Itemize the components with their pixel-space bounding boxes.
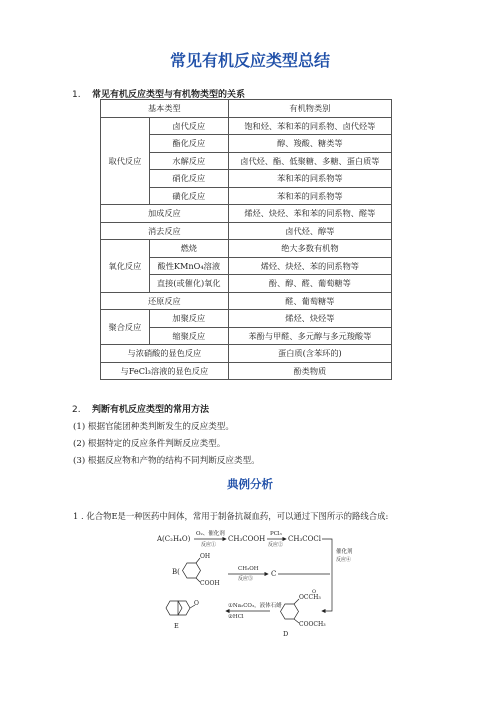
table-cell: 硝化反应: [149, 170, 228, 188]
method-item-2: (2) 根据特定的反应条件判断反应类型。: [73, 439, 226, 449]
reaction-type-table: [100, 99, 392, 380]
d-carbonyl-o: O: [312, 589, 317, 595]
table-cell: 与FeCl₃溶液的显色反应: [101, 362, 229, 380]
table-cell: 燃烧: [149, 240, 228, 258]
section2-heading: [72, 402, 209, 415]
table-row: [101, 362, 392, 380]
b-cooh-group: COOH: [200, 580, 220, 587]
section1-title: 常见有机反应类型与有机物类型的关系: [92, 90, 246, 100]
compound-d: D: [283, 630, 289, 638]
table-cell: 加成反应: [101, 205, 229, 223]
compound-b-label: B(: [172, 568, 180, 576]
step4-conditions: 催化剂: [336, 549, 353, 555]
table-cell: 消去反应: [101, 222, 229, 240]
table-cell: 醇、羧酸、糖类等: [228, 135, 391, 153]
table-cell: 水解反应: [149, 152, 228, 170]
compound-e: E: [174, 622, 179, 630]
method-item-1: (1) 根据官能团种类判断发生的反应类型。: [73, 422, 234, 432]
d-ester-group: OCCH₃: [299, 594, 321, 601]
compound-acetic-acid: CH₃COOH: [228, 535, 266, 543]
d-cooch3-group: COOCH₃: [299, 621, 326, 628]
section1-number: 1.: [72, 90, 81, 100]
connector-line: [322, 539, 332, 597]
substitution-label: 取代反应: [101, 117, 150, 205]
table-row: [101, 222, 392, 240]
table-row: [101, 345, 392, 363]
table-cell: 卤代烃、酯、低聚糖、多糖、蛋白质等: [228, 152, 391, 170]
table-row: [101, 205, 392, 223]
b-oh-group: OH: [200, 553, 211, 560]
table-cell: 烯烃、炔烃等: [228, 310, 391, 328]
table-cell: 酸性KMnO₄溶液: [149, 257, 228, 275]
step5-conditions-2: ②HCl: [228, 614, 244, 620]
compound-acetyl-chloride: CH₃COCl: [288, 535, 321, 543]
table-cell: 苯酚与甲醛、多元醇与多元羧酸等: [228, 327, 391, 345]
arrow-step4: [322, 597, 332, 611]
table-cell: 蛋白质(含苯环的): [228, 345, 391, 363]
page-title: 常见有机反应类型总结: [169, 51, 330, 70]
table-cell: 酚、醇、醛、葡萄糖等: [228, 275, 391, 293]
header-organic-class: 有机物类别: [228, 100, 391, 118]
step3-label: 反应③: [238, 576, 254, 582]
table-cell: 卤代烃、醇等: [228, 222, 391, 240]
benzene-ring-e: [166, 601, 182, 615]
compound-a: A(C₂H₄O): [157, 535, 191, 543]
table-row: [101, 240, 392, 258]
example-title: 典例分析: [227, 477, 273, 491]
step2-label: 反应②: [268, 542, 284, 548]
table-row: [101, 292, 392, 310]
table-cell: 直接(或催化)氧化: [149, 275, 228, 293]
method-item-3: (3) 根据反应物和产物的结构不同判断反应类型。: [73, 456, 260, 466]
step4-label: 反应④: [336, 557, 352, 563]
table-cell: 烯烃、炔烃、苯和苯的同系物、醛等: [228, 205, 391, 223]
benzene-ring-b: [183, 563, 201, 578]
table-cell: 饱和烃、苯和苯的同系物、卤代烃等: [228, 117, 391, 135]
step1-label: 反应①: [201, 542, 217, 548]
header-basic-type: 基本类型: [101, 100, 229, 118]
synthesis-scheme: [150, 525, 400, 647]
table-row: [101, 117, 392, 135]
table-header-row: [101, 100, 392, 118]
section2-title: 判断有机反应类型的常用方法: [92, 405, 210, 415]
table-cell: 酚类物质: [228, 362, 391, 380]
table-row: [101, 310, 392, 328]
table-cell: 磺化反应: [149, 187, 228, 205]
problem-text: 1 . 化合物E是一种医药中间体，常用于制备抗凝血药，可以通过下图所示的路线合成:: [73, 511, 389, 521]
table-cell: 加聚反应: [149, 310, 228, 328]
table-cell: 烯烃、炔烃、苯的同系物等: [228, 257, 391, 275]
benzene-ring-d: [281, 604, 299, 619]
compound-c: C: [271, 570, 277, 578]
table-cell: 苯和苯的同系物等: [228, 187, 391, 205]
table-cell: 还原反应: [101, 292, 229, 310]
section2-number: 2.: [72, 405, 81, 415]
table-cell: 苯和苯的同系物等: [228, 170, 391, 188]
step1-conditions: O₂、催化剂: [196, 531, 225, 537]
table-cell: 卤代反应: [149, 117, 228, 135]
polymerization-label: 聚合反应: [101, 310, 150, 345]
step5-conditions-1: ①Na₂CO₃，液体石蜡: [228, 603, 282, 609]
table-cell: 醛、葡萄糖等: [228, 292, 391, 310]
table-cell: 绝大多数有机物: [228, 240, 391, 258]
e-carbonyl-o: O: [194, 600, 199, 607]
step2-conditions: PCl₃: [270, 531, 282, 537]
table-cell: 与浓硝酸的显色反应: [101, 345, 229, 363]
table-cell: 酯化反应: [149, 135, 228, 153]
step3-conditions: CH₃OH: [238, 566, 259, 572]
lactone-ring-e: [178, 601, 190, 615]
table-cell: 缩聚反应: [149, 327, 228, 345]
oxidation-label: 氧化反应: [101, 240, 150, 293]
